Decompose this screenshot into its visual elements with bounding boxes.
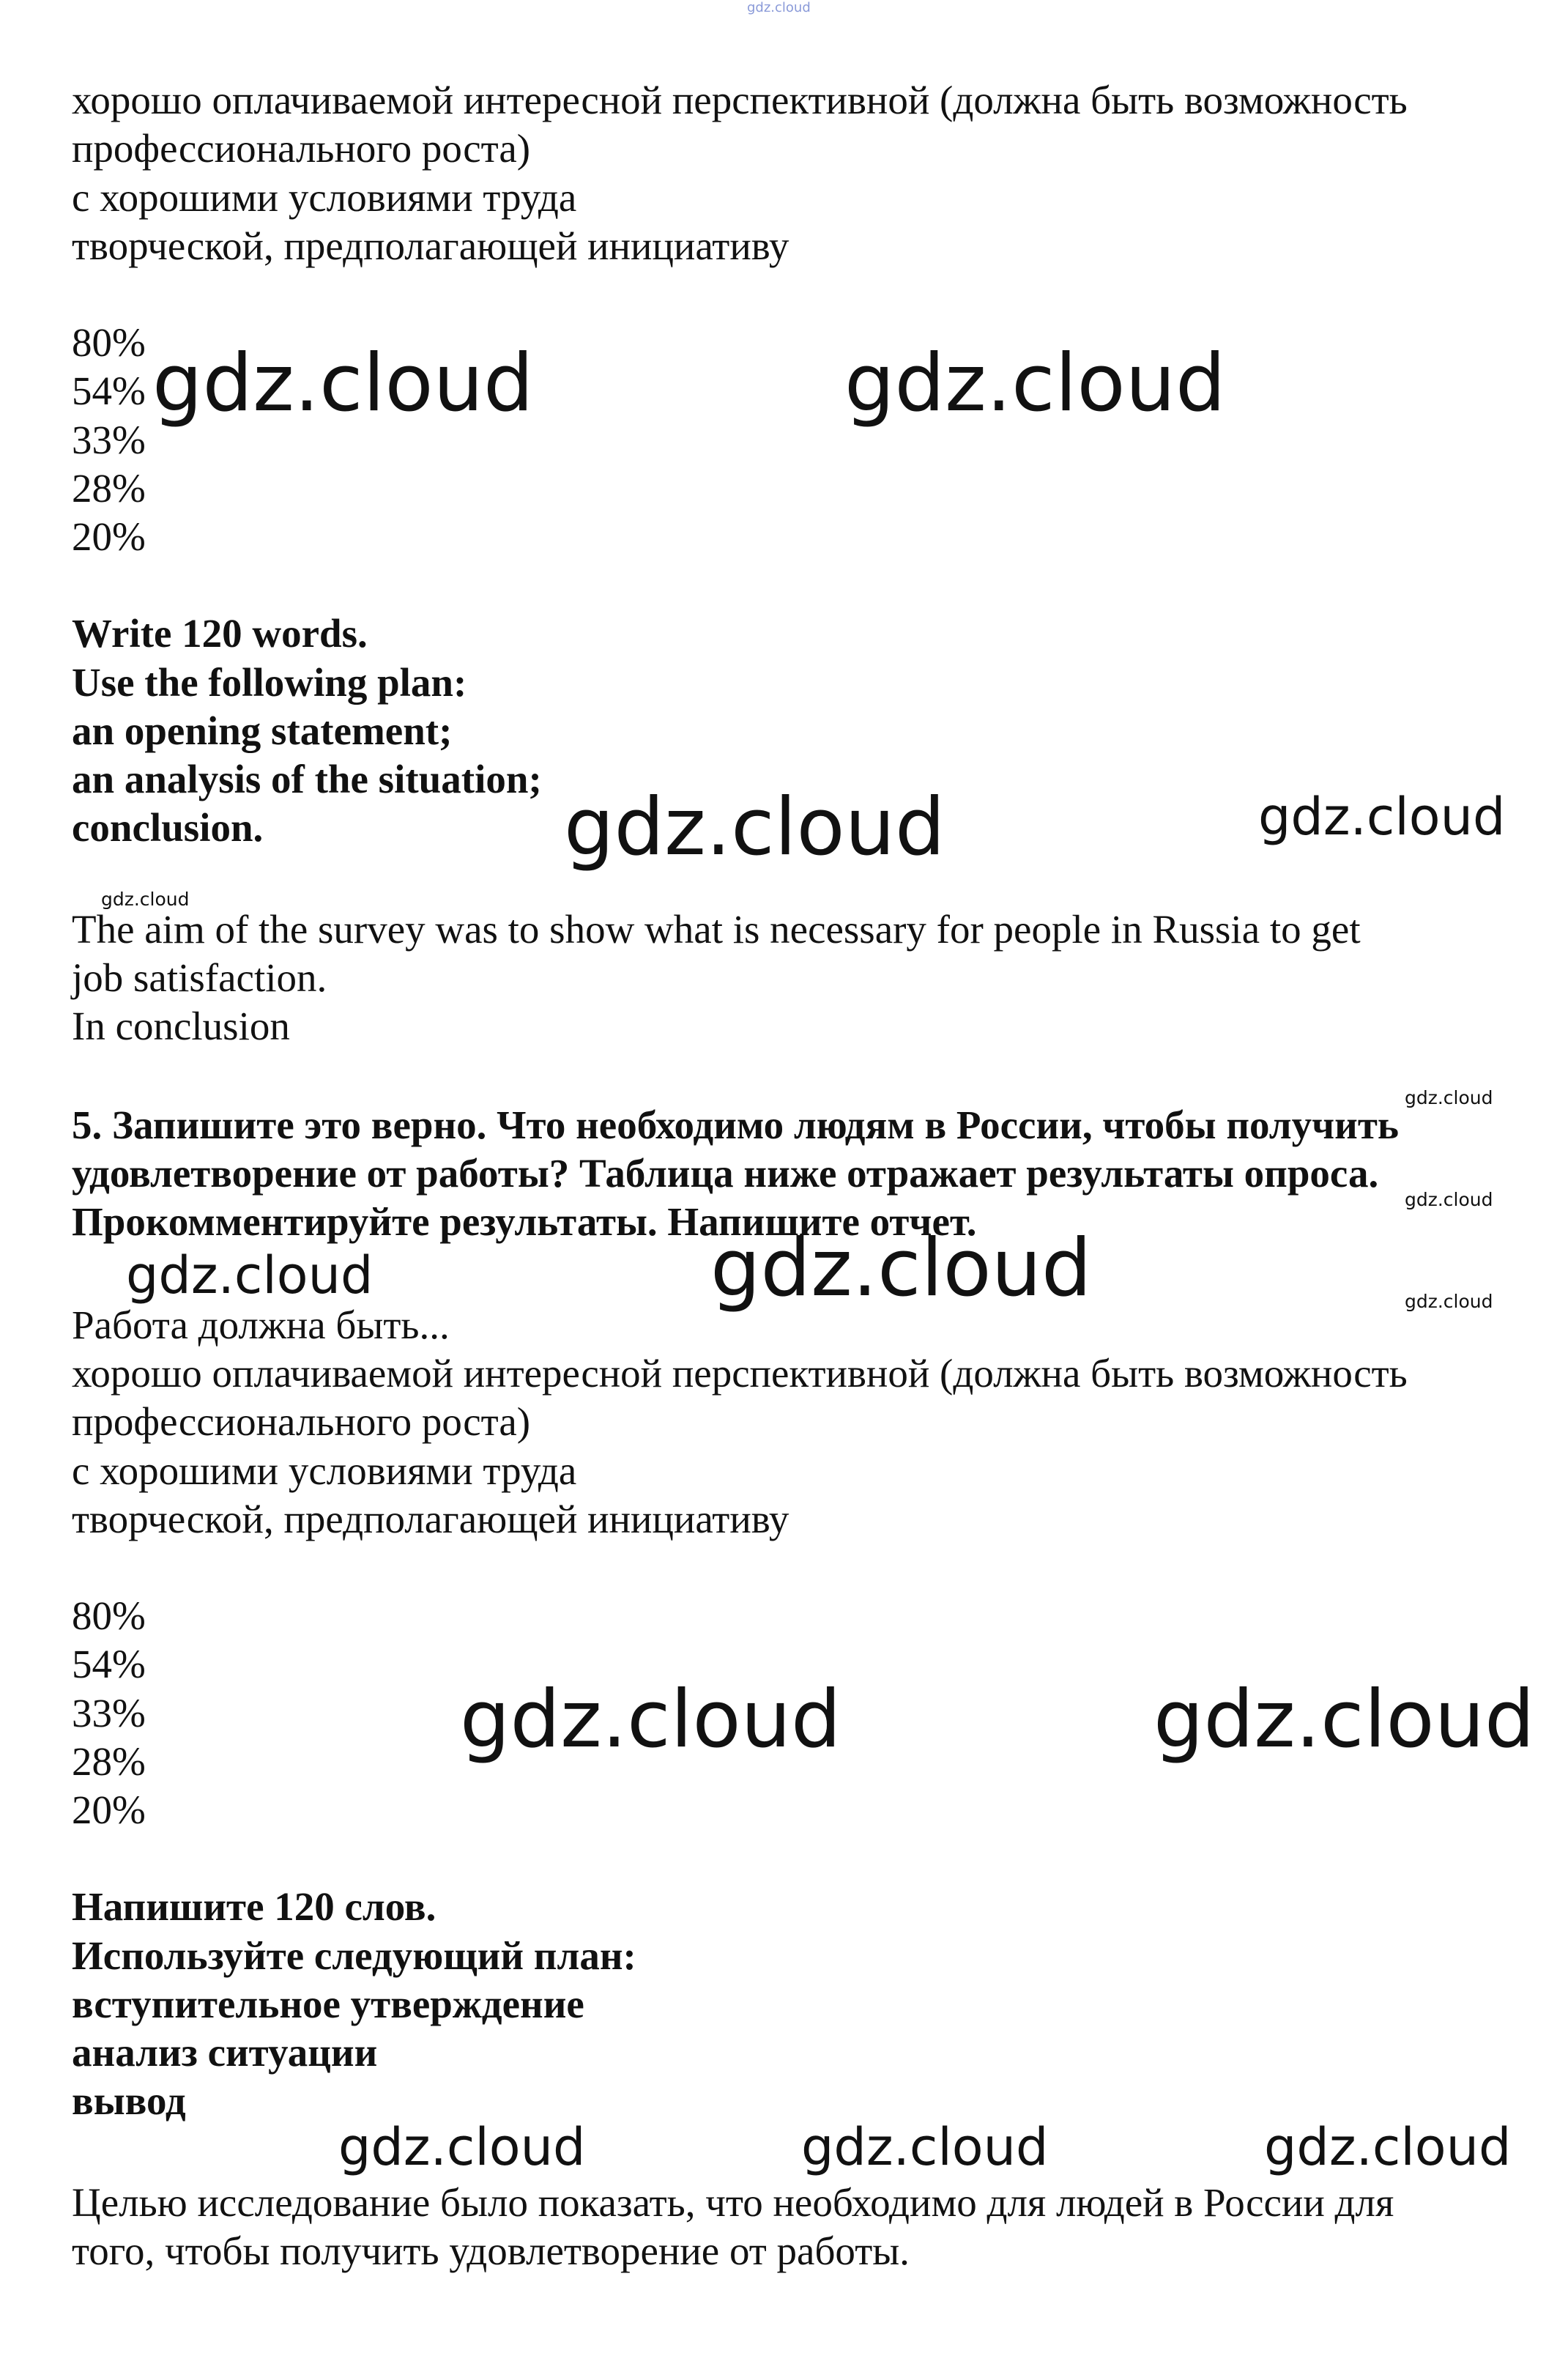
job-quality-line: профессионального роста) [72,1399,531,1444]
percent-value: 28% [72,466,146,511]
percent-value: 33% [72,418,146,462]
percent-value: 20% [72,1787,146,1832]
task-heading-line: Прокомментируйте результаты. Напишите отчет. [72,1199,977,1244]
job-quality-line: творческой, предполагающей инициативу [72,223,789,268]
watermark: gdz.cloud [1405,1189,1493,1210]
job-quality-line: хорошо оплачиваемой интересной перспективной (должна быть возможность [72,1351,1408,1396]
instruction-line: Используйте следующий план: [72,1933,636,1978]
task-intro: Работа должна быть... [72,1303,450,1347]
instruction-line: Напишите 120 слов. [72,1884,436,1929]
watermark: gdz.cloud [101,889,190,910]
job-quality-line: с хорошими условиями труда [72,175,577,220]
watermark: gdz.cloud [1405,1291,1493,1312]
answer-line: job satisfaction. [72,955,327,1000]
instruction-line: an opening statement; [72,708,453,753]
watermark-top: gdz.cloud [747,0,811,15]
watermark: gdz.cloud [1153,1674,1535,1765]
instruction-line: conclusion. [72,805,264,850]
watermark: gdz.cloud [126,1245,374,1305]
job-quality-line: с хорошими условиями труда [72,1448,577,1493]
answer-line: In conclusion [72,1004,290,1048]
task-heading-line: удовлетворение от работы? Таблица ниже отражает результаты опроса. [72,1151,1379,1196]
percent-value: 54% [72,1642,146,1686]
watermark: gdz.cloud [801,2117,1049,2177]
percent-value: 80% [72,1593,146,1638]
answer-line: Целью исследование было показать, что необходимо для людей в России для [72,2180,1394,2225]
instruction-line: an analysis of the situation; [72,757,542,801]
watermark: gdz.cloud [564,782,945,873]
watermark: gdz.cloud [338,2117,586,2177]
task-heading-line: 5. Запишите это верно. Что необходимо людям в России, чтобы получить [72,1103,1399,1147]
instruction-line: анализ ситуации [72,2030,378,2075]
answer-line: The aim of the survey was to show what is necessary for people in Russia to get [72,907,1361,952]
watermark: gdz.cloud [844,338,1226,429]
job-quality-line: хорошо оплачиваемой интересной перспективной (должна быть возможность [72,78,1408,122]
watermark: gdz.cloud [1405,1087,1493,1108]
watermark: gdz.cloud [460,1674,841,1765]
watermark: gdz.cloud [1264,2117,1512,2177]
percent-value: 80% [72,320,146,365]
watermark: gdz.cloud [152,338,534,429]
percent-value: 54% [72,368,146,413]
instruction-line: Write 120 words. [72,611,368,656]
job-quality-line: творческой, предполагающей инициативу [72,1497,789,1541]
instruction-line: вывод [72,2078,186,2123]
instruction-line: Use the following plan: [72,660,467,705]
percent-value: 33% [72,1691,146,1735]
watermark: gdz.cloud [1258,787,1506,847]
percent-value: 20% [72,514,146,559]
instruction-line: вступительное утверждение [72,1982,584,2026]
percent-value: 28% [72,1739,146,1784]
watermark: gdz.cloud [710,1223,1092,1314]
answer-line: того, чтобы получить удовлетворение от работы. [72,2228,910,2273]
job-quality-line: профессионального роста) [72,126,531,171]
